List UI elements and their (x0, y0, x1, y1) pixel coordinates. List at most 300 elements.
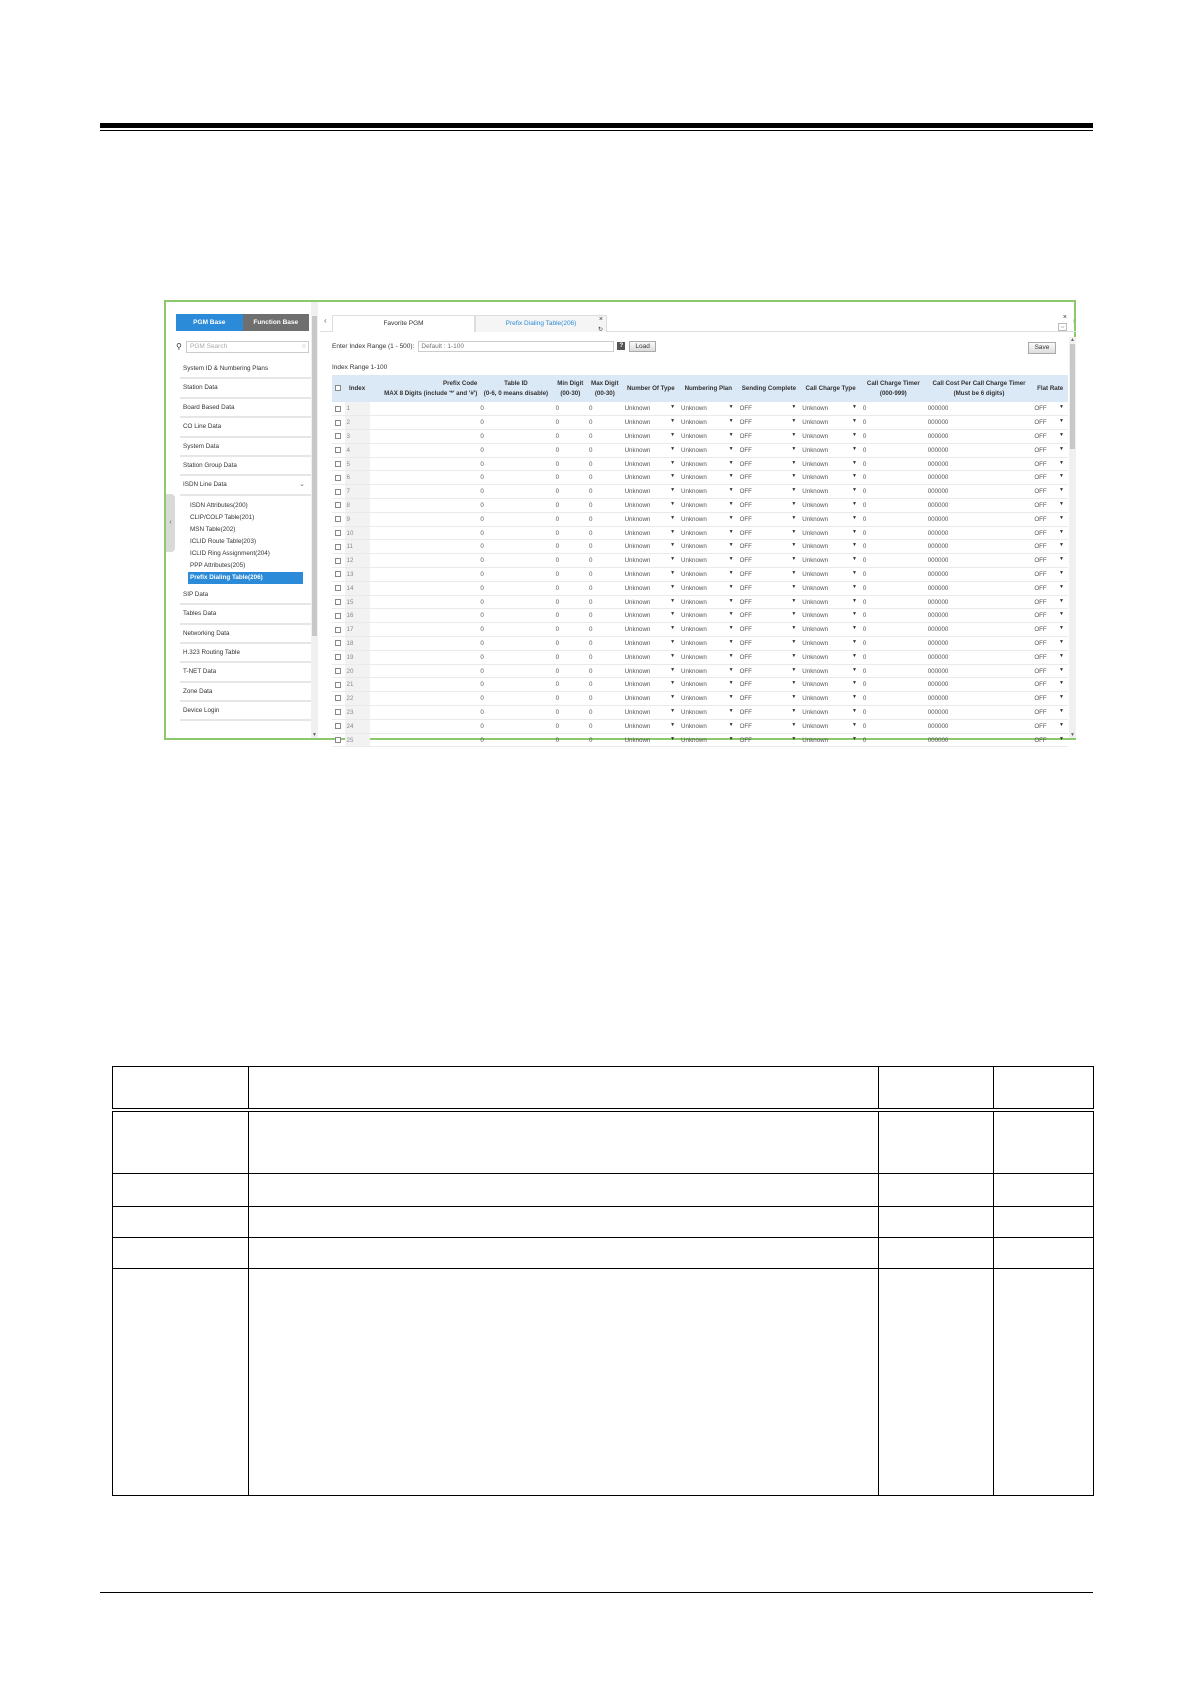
flat-rate-cell[interactable] (1032, 402, 1068, 416)
sending-complete-cell[interactable] (738, 581, 801, 595)
call-charge-type-cell[interactable] (800, 609, 861, 623)
row-checkbox[interactable] (335, 737, 341, 743)
max-digit-cell[interactable] (587, 457, 623, 471)
sending-complete-cell[interactable] (738, 650, 801, 664)
call-charge-timer-cell[interactable] (861, 719, 926, 733)
flat-rate-cell[interactable] (1032, 499, 1068, 513)
call-charge-timer-cell[interactable] (861, 692, 926, 706)
numbering-plan-cell[interactable] (679, 623, 738, 637)
call-cost-cell[interactable] (926, 581, 1033, 595)
flat-rate-cell[interactable] (1032, 664, 1068, 678)
call-charge-timer-cell[interactable] (861, 512, 926, 526)
flat-rate-cell[interactable] (1032, 512, 1068, 526)
numbering-plan-cell[interactable] (679, 485, 738, 499)
prefix-code-cell[interactable] (370, 637, 479, 651)
save-button[interactable]: Save (1028, 342, 1056, 354)
call-charge-type-cell[interactable] (800, 719, 861, 733)
max-digit-cell[interactable] (587, 719, 623, 733)
tab-next-icon[interactable]: › (1072, 318, 1075, 325)
prefix-code-cell[interactable] (370, 581, 479, 595)
call-charge-type-cell[interactable] (800, 581, 861, 595)
call-cost-cell[interactable] (926, 692, 1033, 706)
call-cost-cell[interactable] (926, 637, 1033, 651)
sending-complete-cell[interactable] (738, 540, 801, 554)
sending-complete-cell[interactable] (738, 609, 801, 623)
max-digit-cell[interactable] (587, 499, 623, 513)
call-charge-timer-cell[interactable] (861, 733, 926, 747)
max-digit-cell[interactable] (587, 430, 623, 444)
prefix-code-cell[interactable] (370, 471, 479, 485)
flat-rate-cell[interactable] (1032, 581, 1068, 595)
prefix-code-cell[interactable] (370, 512, 479, 526)
prefix-code-cell[interactable] (370, 733, 479, 747)
sending-complete-cell[interactable] (738, 499, 801, 513)
numbering-plan-cell[interactable] (679, 526, 738, 540)
call-charge-type-cell[interactable] (800, 540, 861, 554)
number-type-cell[interactable] (623, 719, 679, 733)
call-charge-type-cell[interactable] (800, 416, 861, 430)
max-digit-cell[interactable] (587, 595, 623, 609)
call-charge-timer-cell[interactable] (861, 485, 926, 499)
sidebar-item[interactable] (180, 702, 311, 721)
number-type-cell[interactable] (623, 499, 679, 513)
submenu-item[interactable]: ICLID Route Table(203) (190, 537, 257, 545)
prefix-code-cell[interactable] (370, 499, 479, 513)
table-id-cell[interactable] (478, 733, 553, 747)
number-type-cell[interactable] (623, 650, 679, 664)
numbering-plan-cell[interactable] (679, 512, 738, 526)
min-digit-cell[interactable] (554, 706, 587, 720)
min-digit-cell[interactable] (554, 471, 587, 485)
numbering-plan-cell[interactable] (679, 637, 738, 651)
max-digit-cell[interactable] (587, 623, 623, 637)
sidebar-scroll-thumb[interactable] (312, 316, 317, 636)
max-digit-cell[interactable] (587, 471, 623, 485)
numbering-plan-cell[interactable] (679, 430, 738, 444)
prefix-code-cell[interactable] (370, 678, 479, 692)
number-type-cell[interactable] (623, 678, 679, 692)
load-button[interactable]: Load (629, 341, 655, 352)
numbering-plan-cell[interactable] (679, 540, 738, 554)
call-charge-timer-cell[interactable] (861, 471, 926, 485)
number-type-cell[interactable] (623, 471, 679, 485)
call-charge-timer-cell[interactable] (861, 499, 926, 513)
table-id-cell[interactable] (478, 554, 553, 568)
min-digit-cell[interactable] (554, 443, 587, 457)
call-charge-type-cell[interactable] (800, 678, 861, 692)
flat-rate-cell[interactable] (1032, 554, 1068, 568)
table-id-cell[interactable] (478, 471, 553, 485)
min-digit-cell[interactable] (554, 650, 587, 664)
sidebar-item[interactable] (180, 625, 311, 644)
table-id-cell[interactable] (478, 581, 553, 595)
call-cost-cell[interactable] (926, 719, 1033, 733)
number-type-cell[interactable] (623, 568, 679, 582)
min-digit-cell[interactable] (554, 526, 587, 540)
row-checkbox[interactable] (335, 406, 341, 412)
sidebar-item[interactable] (180, 360, 311, 379)
number-type-cell[interactable] (623, 623, 679, 637)
max-digit-cell[interactable] (587, 733, 623, 747)
row-checkbox[interactable] (335, 530, 341, 536)
collapse-sidebar-handle[interactable]: ‹ (166, 494, 175, 552)
flat-rate-cell[interactable] (1032, 416, 1068, 430)
prefix-code-cell[interactable] (370, 443, 479, 457)
call-charge-type-cell[interactable] (800, 402, 861, 416)
prefix-code-cell[interactable] (370, 457, 479, 471)
row-checkbox[interactable] (335, 558, 341, 564)
min-digit-cell[interactable] (554, 568, 587, 582)
row-checkbox[interactable] (335, 461, 341, 467)
call-charge-type-cell[interactable] (800, 554, 861, 568)
number-type-cell[interactable] (623, 485, 679, 499)
tab-pgm-base[interactable]: PGM Base (176, 314, 243, 331)
flat-rate-cell[interactable] (1032, 719, 1068, 733)
call-charge-timer-cell[interactable] (861, 457, 926, 471)
call-charge-timer-cell[interactable] (861, 540, 926, 554)
sending-complete-cell[interactable] (738, 471, 801, 485)
min-digit-cell[interactable] (554, 416, 587, 430)
scroll-up-arrow-icon[interactable]: ▲ (1070, 337, 1075, 343)
table-id-cell[interactable] (478, 692, 553, 706)
call-charge-timer-cell[interactable] (861, 595, 926, 609)
call-cost-cell[interactable] (926, 609, 1033, 623)
close-all-icon[interactable]: × (1062, 314, 1067, 321)
scroll-down-arrow-icon[interactable]: ▼ (312, 732, 317, 738)
sidebar-item[interactable] (180, 457, 311, 476)
sending-complete-cell[interactable] (738, 706, 801, 720)
prefix-code-cell[interactable] (370, 650, 479, 664)
flat-rate-cell[interactable] (1032, 485, 1068, 499)
numbering-plan-cell[interactable] (679, 499, 738, 513)
sending-complete-cell[interactable] (738, 719, 801, 733)
min-digit-cell[interactable] (554, 512, 587, 526)
table-id-cell[interactable] (478, 664, 553, 678)
row-checkbox[interactable] (335, 627, 341, 633)
numbering-plan-cell[interactable] (679, 692, 738, 706)
sending-complete-cell[interactable] (738, 623, 801, 637)
row-checkbox[interactable] (335, 447, 341, 453)
sidebar-item[interactable] (180, 644, 311, 663)
number-type-cell[interactable] (623, 402, 679, 416)
row-checkbox[interactable] (335, 502, 341, 508)
flat-rate-cell[interactable] (1032, 568, 1068, 582)
table-id-cell[interactable] (478, 595, 553, 609)
call-charge-timer-cell[interactable] (861, 430, 926, 444)
table-id-cell[interactable] (478, 416, 553, 430)
min-digit-cell[interactable] (554, 623, 587, 637)
max-digit-cell[interactable] (587, 581, 623, 595)
table-id-cell[interactable] (478, 706, 553, 720)
table-id-cell[interactable] (478, 637, 553, 651)
call-charge-type-cell[interactable] (800, 637, 861, 651)
table-id-cell[interactable] (478, 623, 553, 637)
sidebar-item[interactable] (180, 586, 311, 605)
submenu-item[interactable]: Prefix Dialing Table(206) (188, 572, 303, 584)
call-charge-timer-cell[interactable] (861, 678, 926, 692)
submenu-item[interactable]: PPP Attributes(205) (190, 561, 246, 569)
call-cost-cell[interactable] (926, 430, 1033, 444)
table-id-cell[interactable] (478, 540, 553, 554)
number-type-cell[interactable] (623, 706, 679, 720)
table-id-cell[interactable] (478, 485, 553, 499)
table-id-cell[interactable] (478, 512, 553, 526)
table-id-cell[interactable] (478, 499, 553, 513)
flat-rate-cell[interactable] (1032, 526, 1068, 540)
call-charge-type-cell[interactable] (800, 623, 861, 637)
row-checkbox[interactable] (335, 709, 341, 715)
call-charge-timer-cell[interactable] (861, 637, 926, 651)
number-type-cell[interactable] (623, 581, 679, 595)
table-id-cell[interactable] (478, 402, 553, 416)
submenu-item[interactable]: MSN Table(202) (190, 525, 236, 533)
prefix-code-cell[interactable] (370, 692, 479, 706)
call-cost-cell[interactable] (926, 664, 1033, 678)
call-charge-type-cell[interactable] (800, 664, 861, 678)
table-id-cell[interactable] (478, 443, 553, 457)
numbering-plan-cell[interactable] (679, 402, 738, 416)
min-digit-cell[interactable] (554, 664, 587, 678)
call-cost-cell[interactable] (926, 650, 1033, 664)
max-digit-cell[interactable] (587, 443, 623, 457)
number-type-cell[interactable] (623, 416, 679, 430)
call-charge-timer-cell[interactable] (861, 706, 926, 720)
sending-complete-cell[interactable] (738, 402, 801, 416)
flat-rate-cell[interactable] (1032, 692, 1068, 706)
sending-complete-cell[interactable] (738, 457, 801, 471)
prefix-code-cell[interactable] (370, 595, 479, 609)
numbering-plan-cell[interactable] (679, 664, 738, 678)
number-type-cell[interactable] (623, 443, 679, 457)
call-charge-type-cell[interactable] (800, 471, 861, 485)
number-type-cell[interactable] (623, 595, 679, 609)
call-cost-cell[interactable] (926, 540, 1033, 554)
prefix-code-cell[interactable] (370, 719, 479, 733)
call-cost-cell[interactable] (926, 678, 1033, 692)
submenu-item[interactable]: ISDN Attributes(200) (190, 501, 248, 509)
numbering-plan-cell[interactable] (679, 443, 738, 457)
table-id-cell[interactable] (478, 568, 553, 582)
call-charge-type-cell[interactable] (800, 512, 861, 526)
flat-rate-cell[interactable] (1032, 595, 1068, 609)
sending-complete-cell[interactable] (738, 678, 801, 692)
flat-rate-cell[interactable] (1032, 540, 1068, 554)
numbering-plan-cell[interactable] (679, 609, 738, 623)
help-icon[interactable]: ? (617, 342, 625, 350)
prefix-code-cell[interactable] (370, 526, 479, 540)
call-charge-timer-cell[interactable] (861, 609, 926, 623)
table-id-cell[interactable] (478, 457, 553, 471)
submenu-item[interactable]: CLIP/COLP Table(201) (190, 513, 255, 521)
call-cost-cell[interactable] (926, 568, 1033, 582)
sidebar-item[interactable] (180, 399, 311, 418)
call-cost-cell[interactable] (926, 402, 1033, 416)
table-id-cell[interactable] (478, 609, 553, 623)
sidebar-item[interactable] (180, 418, 311, 437)
sending-complete-cell[interactable] (738, 664, 801, 678)
min-digit-cell[interactable] (554, 609, 587, 623)
sending-complete-cell[interactable] (738, 733, 801, 747)
flat-rate-cell[interactable] (1032, 471, 1068, 485)
call-cost-cell[interactable] (926, 485, 1033, 499)
submenu-item[interactable]: ICLID Ring Assignment(204) (190, 549, 270, 557)
row-checkbox[interactable] (335, 668, 341, 674)
call-cost-cell[interactable] (926, 623, 1033, 637)
min-digit-cell[interactable] (554, 595, 587, 609)
sending-complete-cell[interactable] (738, 595, 801, 609)
close-tab-icon[interactable]: × (598, 316, 603, 323)
prefix-code-cell[interactable] (370, 416, 479, 430)
flat-rate-cell[interactable] (1032, 637, 1068, 651)
row-checkbox[interactable] (335, 420, 341, 426)
flat-rate-cell[interactable] (1032, 609, 1068, 623)
row-checkbox[interactable] (335, 613, 341, 619)
prefix-code-cell[interactable] (370, 706, 479, 720)
flat-rate-cell[interactable] (1032, 733, 1068, 747)
sending-complete-cell[interactable] (738, 430, 801, 444)
row-checkbox[interactable] (335, 682, 341, 688)
sidebar-item[interactable] (180, 379, 311, 398)
row-checkbox[interactable] (335, 599, 341, 605)
flat-rate-cell[interactable] (1032, 623, 1068, 637)
number-type-cell[interactable] (623, 554, 679, 568)
call-charge-type-cell[interactable] (800, 733, 861, 747)
number-type-cell[interactable] (623, 692, 679, 706)
row-checkbox[interactable] (335, 585, 341, 591)
numbering-plan-cell[interactable] (679, 581, 738, 595)
max-digit-cell[interactable] (587, 416, 623, 430)
row-checkbox[interactable] (335, 544, 341, 550)
table-id-cell[interactable] (478, 719, 553, 733)
row-checkbox[interactable] (335, 695, 341, 701)
min-digit-cell[interactable] (554, 581, 587, 595)
flat-rate-cell[interactable] (1032, 650, 1068, 664)
call-charge-type-cell[interactable] (800, 568, 861, 582)
row-checkbox[interactable] (335, 516, 341, 522)
call-charge-timer-cell[interactable] (861, 554, 926, 568)
call-charge-timer-cell[interactable] (861, 443, 926, 457)
content-scrollbar[interactable] (1069, 337, 1076, 738)
numbering-plan-cell[interactable] (679, 554, 738, 568)
sidebar-item[interactable] (180, 605, 311, 624)
tab-function-base[interactable]: Function Base (243, 314, 310, 331)
call-charge-type-cell[interactable] (800, 706, 861, 720)
row-checkbox[interactable] (335, 640, 341, 646)
clear-search-icon[interactable]: ○ (301, 342, 306, 350)
tab-list-icon[interactable]: ⌵ (1058, 323, 1067, 331)
call-charge-timer-cell[interactable] (861, 650, 926, 664)
max-digit-cell[interactable] (587, 402, 623, 416)
number-type-cell[interactable] (623, 609, 679, 623)
tab-prefix-dialing-table[interactable] (475, 315, 607, 332)
number-type-cell[interactable] (623, 540, 679, 554)
numbering-plan-cell[interactable] (679, 416, 738, 430)
sidebar-scrollbar[interactable] (311, 302, 318, 738)
call-cost-cell[interactable] (926, 595, 1033, 609)
sending-complete-cell[interactable] (738, 568, 801, 582)
numbering-plan-cell[interactable] (679, 719, 738, 733)
flat-rate-cell[interactable] (1032, 678, 1068, 692)
table-id-cell[interactable] (478, 430, 553, 444)
index-range-input[interactable] (418, 341, 614, 352)
number-type-cell[interactable] (623, 512, 679, 526)
sending-complete-cell[interactable] (738, 443, 801, 457)
call-charge-timer-cell[interactable] (861, 416, 926, 430)
row-checkbox[interactable] (335, 475, 341, 481)
numbering-plan-cell[interactable] (679, 706, 738, 720)
call-charge-timer-cell[interactable] (861, 402, 926, 416)
min-digit-cell[interactable] (554, 402, 587, 416)
number-type-cell[interactable] (623, 664, 679, 678)
call-charge-timer-cell[interactable] (861, 568, 926, 582)
call-cost-cell[interactable] (926, 526, 1033, 540)
call-charge-type-cell[interactable] (800, 595, 861, 609)
max-digit-cell[interactable] (587, 706, 623, 720)
row-checkbox[interactable] (335, 654, 341, 660)
call-cost-cell[interactable] (926, 471, 1033, 485)
table-id-cell[interactable] (478, 678, 553, 692)
max-digit-cell[interactable] (587, 526, 623, 540)
call-charge-type-cell[interactable] (800, 692, 861, 706)
call-charge-type-cell[interactable] (800, 499, 861, 513)
call-cost-cell[interactable] (926, 457, 1033, 471)
numbering-plan-cell[interactable] (679, 471, 738, 485)
min-digit-cell[interactable] (554, 499, 587, 513)
sending-complete-cell[interactable] (738, 485, 801, 499)
refresh-icon[interactable]: ↻ (597, 327, 603, 333)
numbering-plan-cell[interactable] (679, 678, 738, 692)
call-cost-cell[interactable] (926, 554, 1033, 568)
sending-complete-cell[interactable] (738, 512, 801, 526)
call-charge-type-cell[interactable] (800, 650, 861, 664)
max-digit-cell[interactable] (587, 664, 623, 678)
call-cost-cell[interactable] (926, 443, 1033, 457)
call-charge-type-cell[interactable] (800, 526, 861, 540)
prefix-code-cell[interactable] (370, 623, 479, 637)
tab-favorite-pgm[interactable] (332, 315, 475, 332)
flat-rate-cell[interactable] (1032, 706, 1068, 720)
call-charge-timer-cell[interactable] (861, 664, 926, 678)
max-digit-cell[interactable] (587, 540, 623, 554)
numbering-plan-cell[interactable] (679, 457, 738, 471)
row-checkbox[interactable] (335, 433, 341, 439)
max-digit-cell[interactable] (587, 650, 623, 664)
sidebar-item[interactable] (180, 683, 311, 702)
prefix-code-cell[interactable] (370, 485, 479, 499)
sending-complete-cell[interactable] (738, 416, 801, 430)
call-cost-cell[interactable] (926, 499, 1033, 513)
number-type-cell[interactable] (623, 733, 679, 747)
sidebar-item[interactable] (180, 438, 311, 457)
min-digit-cell[interactable] (554, 692, 587, 706)
flat-rate-cell[interactable] (1032, 457, 1068, 471)
max-digit-cell[interactable] (587, 554, 623, 568)
call-charge-timer-cell[interactable] (861, 526, 926, 540)
select-all-checkbox[interactable] (335, 385, 341, 391)
min-digit-cell[interactable] (554, 540, 587, 554)
call-charge-type-cell[interactable] (800, 430, 861, 444)
row-checkbox[interactable] (335, 571, 341, 577)
call-charge-timer-cell[interactable] (861, 623, 926, 637)
sending-complete-cell[interactable] (738, 526, 801, 540)
flat-rate-cell[interactable] (1032, 443, 1068, 457)
max-digit-cell[interactable] (587, 512, 623, 526)
call-cost-cell[interactable] (926, 733, 1033, 747)
sidebar-item[interactable] (180, 663, 311, 682)
min-digit-cell[interactable] (554, 733, 587, 747)
numbering-plan-cell[interactable] (679, 595, 738, 609)
pgm-search-input[interactable] (186, 341, 309, 353)
